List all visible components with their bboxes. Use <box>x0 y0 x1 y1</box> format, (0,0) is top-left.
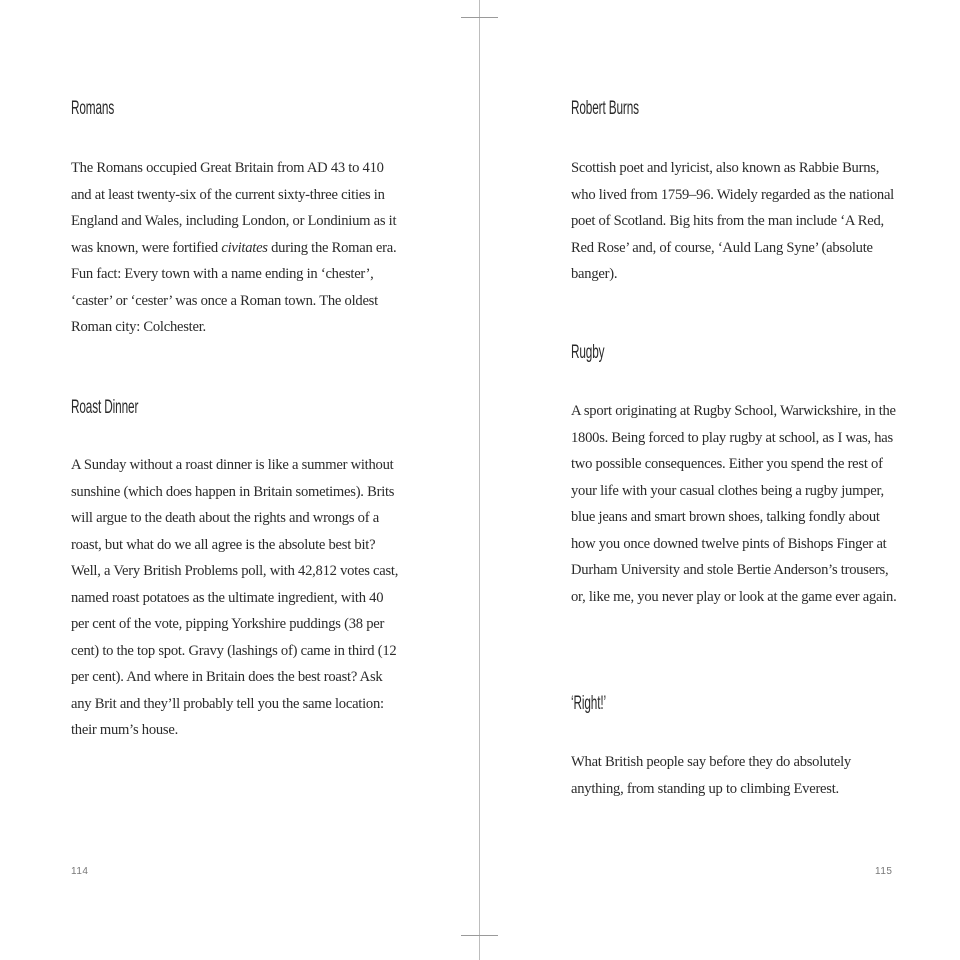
entry-title-roast-dinner: Roast Dinner <box>71 397 139 418</box>
entry-body-right: What British people say before they do absolutely anything, from standing up to climbing Everest. <box>571 754 851 797</box>
page-number-left: 114 <box>71 866 89 877</box>
book-spine <box>479 0 480 960</box>
entry-body-roast-dinner: A Sunday without a roast dinner is like a summer without sunshine (which does happen in Britain sometimes). Brits will argue to the death about the rights and wrongs of a roast, but what do we all agree is the absolute best bit? Well, a Very British Problems poll, with 42,812 votes cast, named roast potatoes as the ultimate ingredient, with 40 per cent of the vote, pipping Yorkshire puddings (38 per cent) to the top spot. Gravy (lashings of) came in third (12 per cent). And where in Britain does the best roast? Ask any Brit and they’ll probably tell you the same location: their mum’s house. <box>71 457 399 738</box>
entry-title-rugby: Rugby <box>571 342 605 363</box>
entry-title-romans: Romans <box>71 98 115 119</box>
italic-term: civitates <box>221 239 268 256</box>
right-page <box>571 0 901 960</box>
entry-body-romans: The Romans occupied Great Britain from AD 43 to 410 and at least twenty-six of the current sixty-three cities in England and Wales, including London, or Londinium as it was known, were fortified civitates during the Roman era. Fun fact: Every town with a name ending in ‘chester’, ‘caster’ or ‘cester’ was once a Roman town. The oldest Roman city: Colchester. <box>71 160 397 335</box>
page-number-right: 115 <box>875 866 893 877</box>
entry-body-rugby: A sport originating at Rugby School, Warwickshire, in the 1800s. Being forced to play rugby at school, as I was, has two possible consequences. Either you spend the rest of your life with your casual clothes being a rugby jumper, blue jeans and smart brown shoes, talking fondly about how you once downed twelve pints of Bishops Finger at Durham University and stole Bertie Anderson’s trousers, or, like me, you never play or look at the game ever again. <box>571 403 897 605</box>
crop-mark-top <box>461 17 498 18</box>
entry-title-robert-burns: Robert Burns <box>571 98 639 119</box>
left-page <box>71 0 401 960</box>
crop-mark-bottom <box>461 935 498 936</box>
entry-title-right: ‘Right!’ <box>571 693 607 714</box>
entry-body-robert-burns: Scottish poet and lyricist, also known as Rabbie Burns, who lived from 1759–96. Widely regarded as the national poet of Scotland. Big hits from the man include ‘A Red, Red Rose’ and, of course, ‘Auld Lang Syne’ (absolute banger). <box>571 160 894 282</box>
